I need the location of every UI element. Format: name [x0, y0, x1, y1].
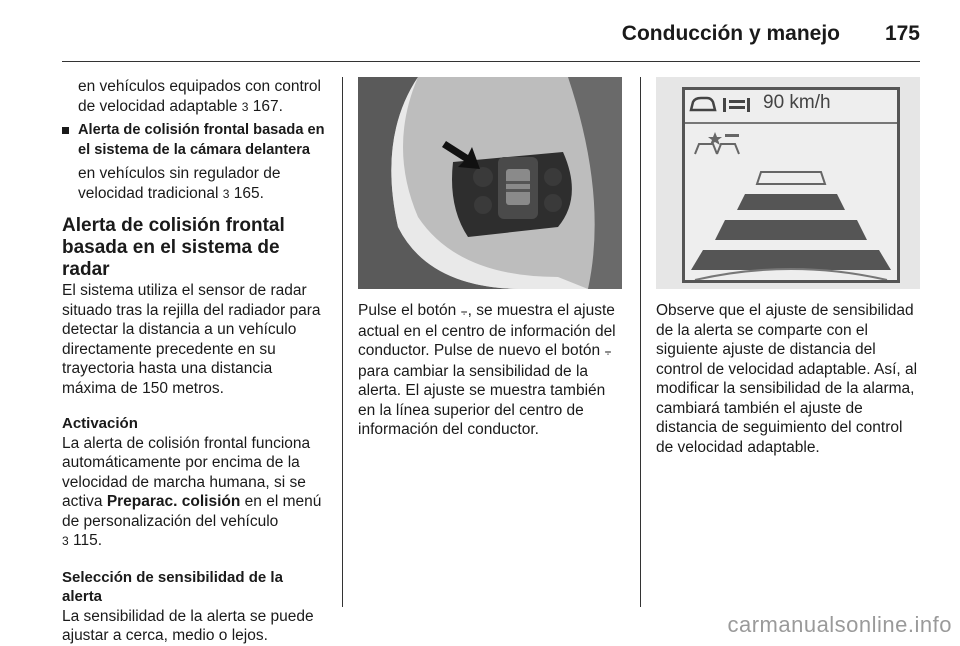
paragraph: La sensibilidad de la alerta se puede ajustar a cerca, medio o lejos. [62, 607, 314, 644]
section-heading: Alerta de colisión frontal basada en el sistema de radar [62, 215, 285, 280]
bullet-item: Alerta de colisión frontal basada en el sistema de la cámara delantera [62, 121, 326, 160]
paragraph: en vehículos equipados con control de velocidad adaptable 3 167. [78, 78, 321, 115]
display-frame [682, 87, 900, 283]
column-3 [656, 301, 922, 457]
driver-info-display-illustration [656, 77, 920, 289]
paragraph: El sistema utiliza el sensor de radar situado tras la rejilla del radiador para detectar la distancia a un vehículo directamente precedente en su trayectoria hasta una distancia máxima de 150 metros. [62, 282, 321, 397]
reference-arrow-icon: 3 [241, 99, 249, 114]
car-following-icon [689, 94, 751, 116]
steering-wheel-illustration [358, 77, 622, 289]
distance-bars-icon [685, 170, 897, 280]
collision-alert-button-icon: ⨪ [604, 344, 612, 358]
reference-arrow-icon: 3 [222, 186, 230, 201]
watermark: carmanualsonline.info [727, 612, 952, 637]
column-divider [342, 77, 343, 607]
paragraph: en vehículos sin regulador de velocidad tradicional 3 165. [78, 165, 281, 202]
reference-arrow-icon: 3 [62, 534, 69, 548]
bullet-square-icon [62, 127, 69, 134]
collision-alert-icon [691, 130, 747, 158]
subheading: Activación [62, 415, 138, 432]
paragraph: Pulse el botón ⨪, se muestra el ajuste actual en el centro de información del conductor. Pulse de nuevo el botón ⨪ para cambiar la sensibilidad de la alerta. El ajuste se muestra también en la línea superior del centro de información del conductor. [358, 302, 616, 438]
page-number: 175 [884, 22, 920, 45]
column-2 [358, 301, 624, 440]
paragraph: La alerta de colisión frontal funciona automáticamente por encima de la velocidad de marcha humana, si se activa Preparac. colisión en el menú de personalización del vehículo 3 115. [62, 434, 322, 549]
display-divider [685, 122, 897, 124]
header-rule [62, 61, 920, 62]
steering-wheel-icon [358, 77, 622, 289]
collision-alert-button-icon: ⨪ [460, 304, 468, 318]
column-divider [640, 77, 641, 607]
display-speed: 90 km/h [763, 92, 831, 113]
page-title: Conducción y manejo [621, 22, 840, 45]
paragraph: Observe que el ajuste de sensibilidad de la alerta se comparte con el siguiente ajuste de distancia del control de velocidad adaptable. Así, al modificar la sensibilidad de la alarma, cambiará también el ajuste de distancia de seguimiento del control de velocidad adaptable. [656, 302, 918, 456]
subheading: Selección de sensibilidad de la alerta [62, 568, 283, 605]
column-1 [62, 77, 326, 646]
